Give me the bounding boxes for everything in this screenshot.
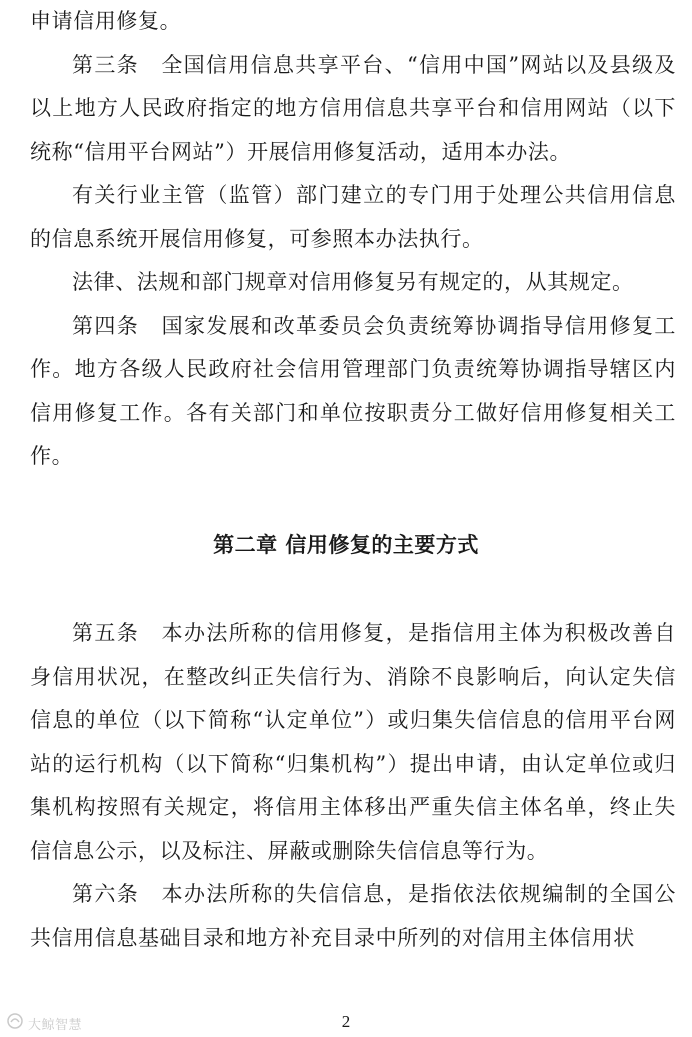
paragraph-article-6: 第六条 本办法所称的失信信息，是指依法依规编制的全国公共信用信息基础目录和地方补充目录中所列的对信用主体信用状 — [30, 882, 676, 950]
paragraph-article-5: 第五条 本办法所称的信用修复，是指信用主体为积极改善自身信用状况，在整改纠正失信行为、消除不良影响后，向认定失信信息的单位（以下简称“认定单位”）或归集失信信息的信用平台网站的运行机构（以下简称“归集机构”）提出申请，由认定单位或归集机构按照有关规定，将信用主体移出严重失信主体名单，终止失信信息公示，以及标注、屏蔽或删除失信信息等行为。 — [30, 621, 676, 863]
chapter-heading: 第二章 信用修复的主要方式 — [213, 533, 479, 557]
paragraph-continuation: 申请信用修复。 — [30, 9, 182, 33]
watermark — [6, 1012, 82, 1034]
watermark-text: 大鲸智慧 — [28, 1017, 83, 1033]
paragraph-article-4: 第四条 国家发展和改革委员会负责统筹协调指导信用修复工作。地方各级人民政府社会信用管理部门负责统筹协调指导辖区内信用修复工作。各有关部门和单位按职责分工做好信用修复相关工作。 — [30, 313, 676, 468]
paragraph-article-3-sub-2: 法律、法规和部门规章对信用修复另有规定的，从其规定。 — [72, 270, 634, 294]
page-number: 2 — [341, 1012, 351, 1031]
text-block-upper — [30, 0, 676, 479]
text-block-lower — [30, 612, 676, 960]
paragraph-article-3-sub-1: 有关行业主管（监管）部门建立的专门用于处理公共信用信息的信息系统开展信用修复，可参照本办法执行。 — [30, 183, 676, 251]
watermark-logo-icon — [6, 1012, 24, 1034]
paragraph-article-3: 第三条 全国信用信息共享平台、“信用中国”网站以及县级及以上地方人民政府指定的地方信用信息共享平台和信用网站（以下统称“信用平台网站”）开展信用修复活动，适用本办法。 — [30, 52, 676, 164]
